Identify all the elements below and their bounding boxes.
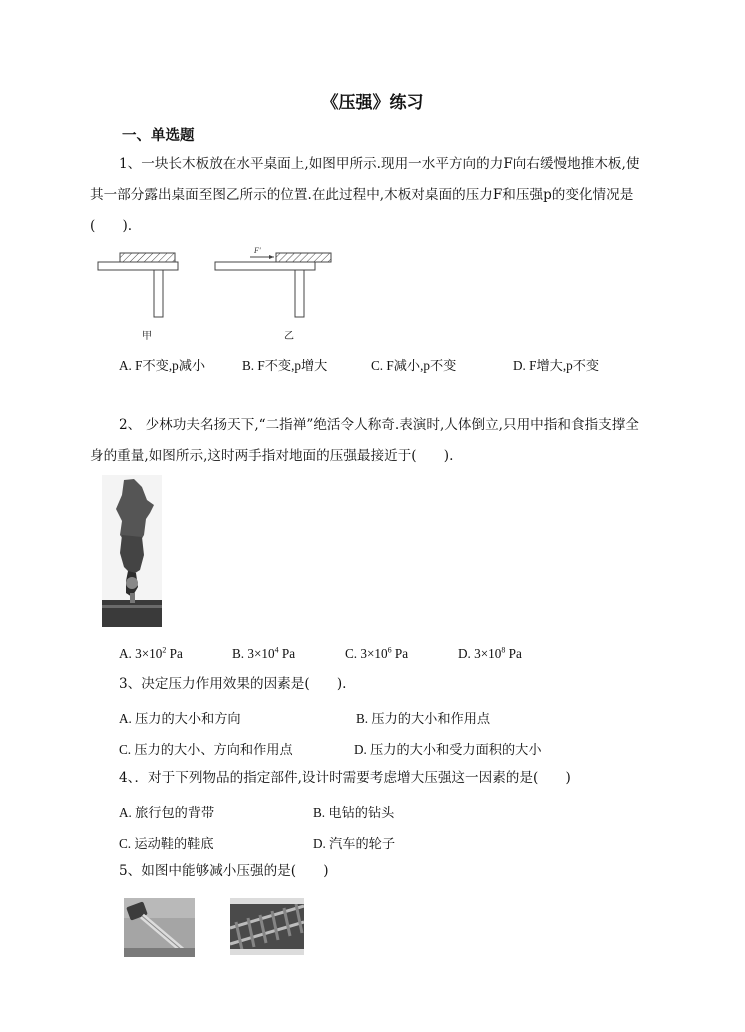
q3-option-c: C. 压力的大小、方向和作用点 xyxy=(119,742,293,757)
figure-a-table xyxy=(98,253,178,317)
figure-b-board xyxy=(276,253,331,262)
q2-option-b: B. $3\times 10^4$ Pa xyxy=(232,645,296,661)
section-heading: 一、单选题 xyxy=(122,127,195,144)
q1-stem-line2: 其一部分露出桌面至图乙所示的位置.在此过程中,木板对桌面的压力F和压强p的变化情况是 xyxy=(90,187,634,203)
q3-stem: 3、决定压力作用效果的因素是( ). xyxy=(119,676,347,692)
q1-stem-line1: 1、一块长木板放在水平桌面上,如图甲所示.现用一水平方向的力F向右缓慢地推木板,使 xyxy=(119,156,640,172)
q4-option-a: A. 旅行包的背带 xyxy=(119,805,215,820)
q2-photo-finger-stand xyxy=(102,475,162,627)
q2-option-c: C. $3\times 10^6$ Pa xyxy=(345,645,409,661)
q2-stem-line2: 身的重量,如图所示,这时两手指对地面的压强最接近于( ). xyxy=(90,448,454,464)
q5-photo-hammer xyxy=(124,898,195,957)
q4-option-d: D. 汽车的轮子 xyxy=(313,836,396,851)
figure-a-board xyxy=(120,253,175,262)
q1-option-c: C. F减小,p不变 xyxy=(371,358,457,373)
q4-option-b: B. 电钻的钻头 xyxy=(313,805,395,820)
q1-stem-line3: ( ). xyxy=(90,218,133,234)
q3-option-b: B. 压力的大小和作用点 xyxy=(356,711,491,726)
q4-option-c: C. 运动鞋的鞋底 xyxy=(119,836,214,851)
q5-stem: 5、如图中能够减小压强的是( ) xyxy=(119,863,329,879)
figure-a-label: 甲 xyxy=(142,331,152,342)
q2-option-d: D. $3\times 10^8$ Pa xyxy=(458,645,522,661)
page-title: 《压强》练习 xyxy=(321,93,424,113)
q5-photo-railway xyxy=(230,898,304,955)
q3-option-a: A. 压力的大小和方向 xyxy=(119,711,241,726)
q1-option-d: D. F增大,p不变 xyxy=(513,358,600,373)
q1-figure xyxy=(90,245,350,345)
figure-b-label: 乙 xyxy=(284,331,294,342)
q1-option-a: A. F不变,p减小 xyxy=(119,358,206,373)
q4-stem: 4、．对于下列物品的指定部件,设计时需要考虑增大压强这一因素的是( ) xyxy=(119,770,571,786)
figure-b-table xyxy=(215,253,331,317)
q2-stem-line1: 2、 少林功夫名扬天下,“二指禅”绝活令人称奇.表演时,人体倒立,只用中指和食指支撑全 xyxy=(119,417,639,433)
q2-option-a: A. $3\times 10^2$ Pa xyxy=(119,645,183,661)
q1-option-b: B. F不变,p增大 xyxy=(242,358,328,373)
q3-option-d: D. 压力的大小和受力面积的大小 xyxy=(354,742,542,757)
force-label: F' xyxy=(254,246,261,255)
